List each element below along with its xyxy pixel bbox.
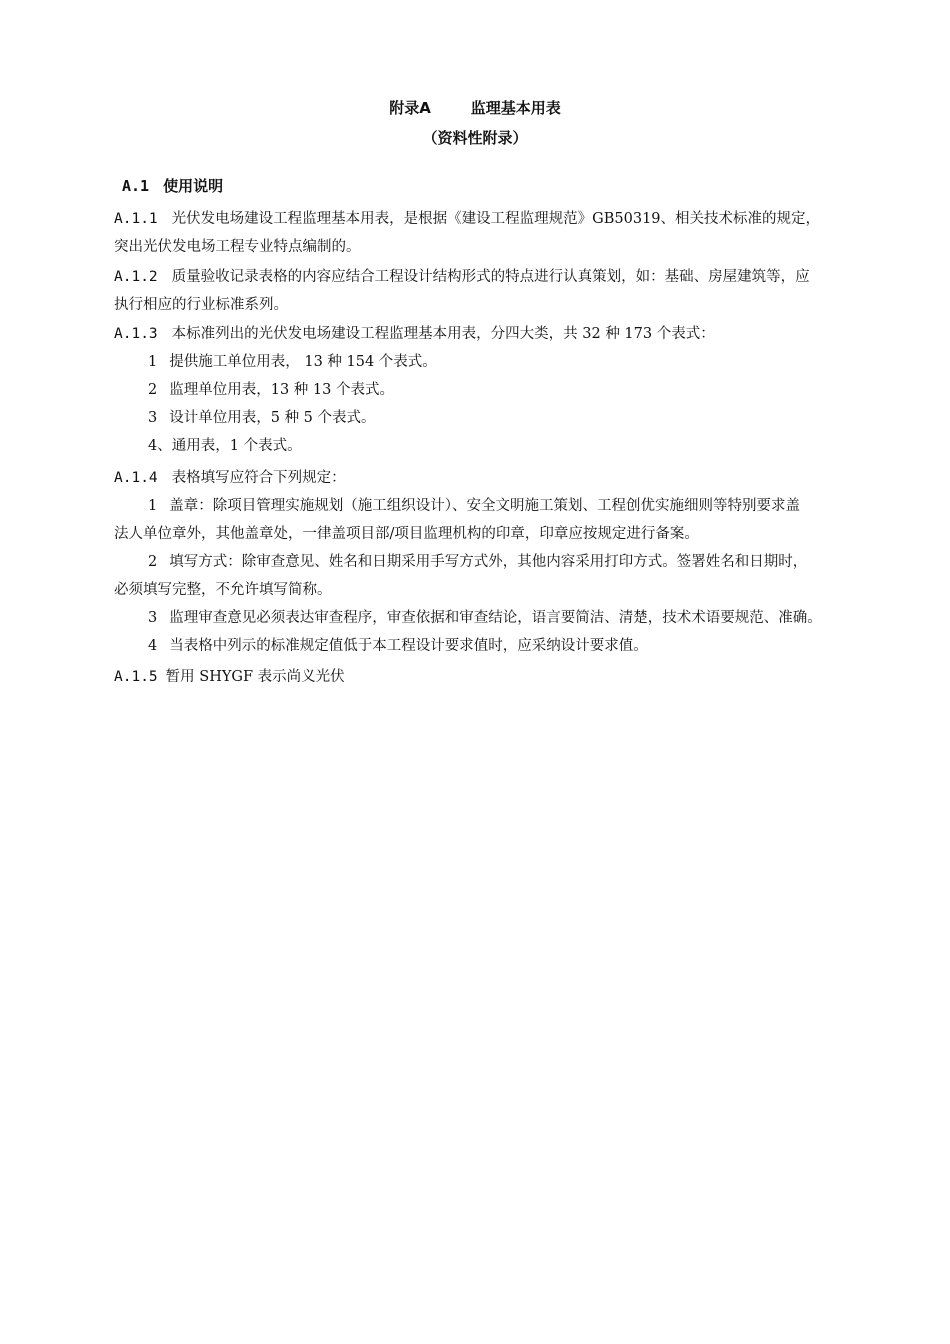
section-label: 使用说明	[163, 177, 224, 195]
clause-a113	[114, 320, 896, 460]
list-item-number: 2	[148, 382, 158, 398]
clause-a111	[114, 205, 896, 261]
clause-text: 质量验收记录表格的内容应结合工程设计结构形式的特点进行认真策划，如：基础、房屋建筑等，应	[171, 269, 810, 285]
list-item-number: 3	[148, 610, 158, 626]
list-item	[114, 404, 896, 432]
list-item	[114, 376, 896, 404]
list-item-text: 监理单位用表，13 种 13 个表式。	[169, 382, 394, 398]
clause-number: A.1.4	[114, 470, 158, 486]
list-item-text: 当表格中列示的标准规定值低于本工程设计要求值时，应采纳设计要求值。	[169, 638, 648, 654]
list-item-text: 提供施工单位用表， 13 种 154 个表式。	[169, 354, 437, 370]
list-item-text: 通用表，1 个表式。	[171, 438, 302, 454]
list-item	[114, 492, 896, 520]
clause-text: 本标准列出的光伏发电场建设工程监理基本用表，分四大类，共 32 种 173 个表式：	[171, 326, 715, 342]
clause-number: A.1.2	[114, 269, 158, 285]
clause-a112	[114, 263, 896, 319]
list-item-text: 盖章：除项目管理实施规划（施工组织设计）、安全文明施工策划、工程创优实施细则等特别要求盖	[169, 498, 800, 514]
section-heading	[122, 175, 223, 197]
section-number: A.1	[122, 177, 150, 195]
clause-text: 暂用 SHYGF 表示尚义光伏	[165, 669, 345, 685]
list-item-number: 4、	[148, 438, 172, 454]
clause-number: A.1.5	[114, 669, 158, 685]
clause-text: 表格填写应符合下列规定：	[171, 470, 346, 486]
list-item-text: 法人单位章外，其他盖章处，一律盖项目部/项目监理机构的印章，印章应按规定进行备案。	[114, 526, 699, 542]
list-item	[114, 632, 896, 660]
clause-number: A.1.1	[114, 211, 158, 227]
appendix-title	[0, 96, 950, 120]
list-item-continued	[114, 576, 896, 604]
list-item	[114, 548, 896, 576]
list-item	[114, 432, 896, 460]
clause-a115	[114, 663, 896, 691]
list-item-number: 4	[148, 638, 158, 654]
list-item-number: 1	[148, 354, 158, 370]
list-item-number: 2	[148, 554, 158, 570]
clause-text-continued: 执行相应的行业标准系列。	[114, 297, 288, 313]
list-item	[114, 604, 896, 632]
list-item-text: 设计单位用表，5 种 5 个表式。	[169, 410, 376, 426]
list-item-number: 1	[148, 498, 158, 514]
clause-text: 光伏发电场建设工程监理基本用表，是根据《建设工程监理规范》GB50319、相关技术标准的规定，	[171, 211, 821, 227]
list-item-text: 必须填写完整，不允许填写简称。	[114, 582, 332, 598]
clause-text-continued: 突出光伏发电场工程专业特点编制的。	[114, 239, 361, 255]
list-item-text: 监理审查意见必须表达审查程序，审查依据和审查结论，语言要简洁、清楚，技术术语要规范、准确。	[169, 610, 822, 626]
list-item-continued	[114, 520, 896, 548]
list-item	[114, 348, 896, 376]
appendix-label: 附录A	[389, 99, 431, 117]
list-item-text: 填写方式：除审查意见、姓名和日期采用手写方式外，其他内容采用打印方式。签署姓名和日期时，	[169, 554, 808, 570]
clause-a114	[114, 464, 896, 660]
list-item-number: 3	[148, 410, 158, 426]
appendix-subtitle: （资料性附录）	[422, 129, 528, 147]
appendix-heading: 监理基本用表	[470, 99, 561, 117]
clause-number: A.1.3	[114, 326, 158, 342]
